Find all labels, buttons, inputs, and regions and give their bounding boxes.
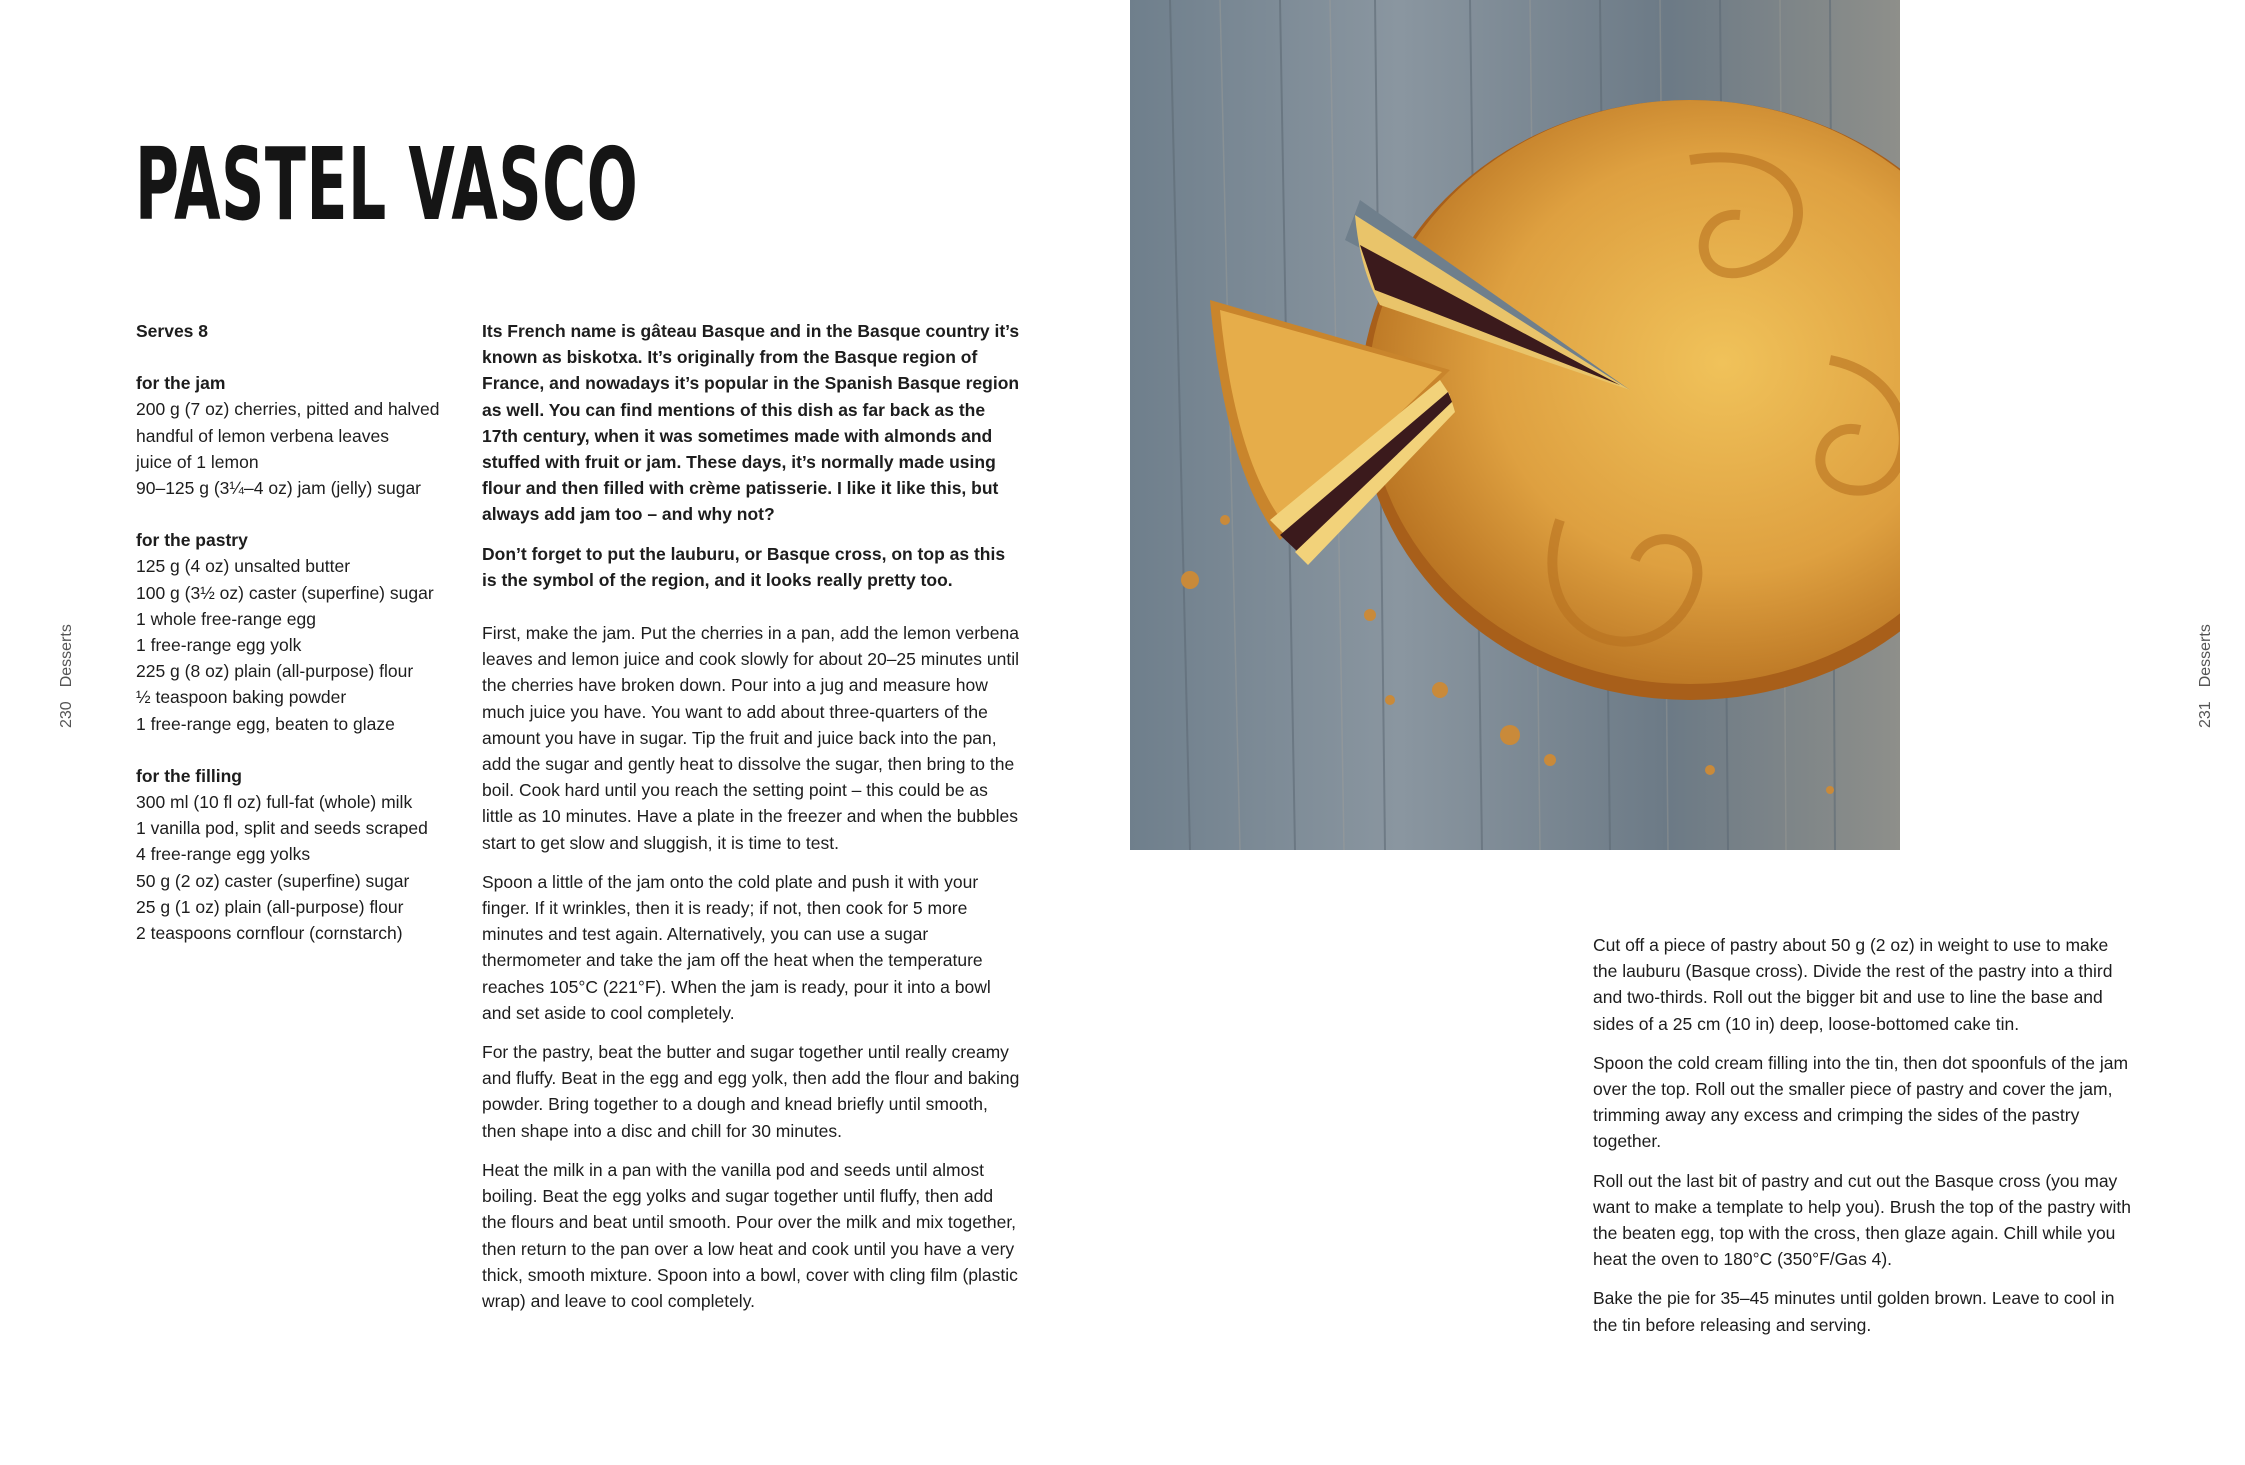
section-name: Desserts [2197, 624, 2214, 688]
ingredient-item: 50 g (2 oz) caster (superfine) sugar [136, 870, 410, 891]
folio-left [58, 624, 76, 728]
ingredient-item: 1 free-range egg yolk [136, 635, 302, 656]
ingredient-item: ½ teaspoon baking powder [136, 687, 347, 708]
ingredient-item: 200 g (7 oz) cherries, pitted and halved [136, 399, 440, 420]
ingredient-item: 100 g (3½ oz) caster (superfine) sugar [136, 582, 434, 603]
method-paragraph: For the pastry, beat the butter and sugar together until really creamy and fluffy. Beat in the egg and egg yolk, then add the flour and baking powder. Bring together to a dough and knead briefly until smooth, then shape into a disc and chill for 30 minutes. [482, 1042, 1020, 1141]
method-paragraph: First, make the jam. Put the cherries in a pan, add the lemon verbena leaves and lemon juice and cook slowly for about 20–25 minutes until the cherries have broken down. Pour into a jug and measure how much juice you have. You want to add about three-quarters of the amount you have in sugar. Tip the fruit and juice back into the pan, add the sugar and gently heat to dissolve the sugar, then bring to the boil. Cook hard until you reach the setting point – this could be as little as 10 minutes. Have a plate in the freezer and when the bubbles start to get slow and sluggish, it is time to test. [482, 623, 1019, 853]
recipe-title: PASTEL VASCO [135, 126, 639, 243]
ingredient-list [136, 789, 446, 946]
method-paragraph: Roll out the last bit of pastry and cut out the Basque cross (you may want to make a template to help you). Brush the top of the pastry with the beaten egg, top with the cross, then glaze again. Chill while you heat the oven to 180°C (350°F/Gas 4). [1593, 1170, 2131, 1270]
intro-paragraph: Its French name is gâteau Basque and in the Basque country it’s known as biskotxa. It’s originally from the Basque region of France, and nowadays it’s popular in the Spanish Basque region as well. You can find mentions of this dish as far back as the 17th century, when it was sometimes made with almonds and stuffed with fruit or jam. These days, it’s normally made using flour and then filled with crème patisserie. I like it like this, but always add jam too – and why not? [482, 321, 1020, 525]
ingredient-item: 125 g (4 oz) unsalted butter [136, 556, 351, 577]
section-name: Desserts [58, 624, 75, 688]
left-page [0, 0, 1122, 1465]
ingredient-item: 1 whole free-range egg [136, 608, 316, 629]
intro-paragraph: Don’t forget to put the lauburu, or Basque cross, on top as this is the symbol of the region, and it looks really pretty too. [482, 543, 1006, 590]
method-paragraph: Spoon a little of the jam onto the cold plate and push it with your finger. If it wrinkles, then it is ready; if not, then cook for 5 more minutes and test again. Alternatively, you can use a sugar thermometer and take the jam off the heat when the temperature reaches 105°C (221°F). When the jam is ready, pour it into a bowl and set aside to cool completely. [482, 871, 991, 1023]
method-column-right [1593, 932, 2133, 1351]
method-column-left [482, 318, 1022, 1327]
ingredient-item: 225 g (8 oz) plain (all-purpose) flour [136, 661, 414, 682]
ingredient-item: handful of lemon verbena leaves [136, 425, 389, 446]
ingredient-group-title: for the jam [136, 373, 226, 394]
method-paragraph: Cut off a piece of pastry about 50 g (2 oz) in weight to use to make the lauburu (Basque cross). Divide the rest of the pastry into a third and two-thirds. Roll out the bigger bit and use to line the base and sides of a 25 cm (10 in) deep, loose-bottomed cake tin. [1593, 935, 2113, 1034]
folio-right [2197, 624, 2215, 728]
ingredient-item: 25 g (1 oz) plain (all-purpose) flour [136, 896, 404, 917]
ingredient-group-title: for the pastry [136, 530, 248, 551]
ingredient-item: 90–125 g (3¼–4 oz) jam (jelly) sugar [136, 478, 422, 499]
method-paragraph: Spoon the cold cream filling into the tin, then dot spoonfuls of the jam over the top. Roll out the smaller piece of pastry and cover the jam, trimming away any excess and crimping the sides of the pastry together. [1593, 1052, 2129, 1152]
ingredient-item: 300 ml (10 fl oz) full-fat (whole) milk [136, 792, 413, 813]
serves-label: Serves 8 [136, 321, 209, 341]
page-number: 231 [2197, 701, 2214, 728]
ingredient-item: 1 free-range egg, beaten to glaze [136, 713, 395, 734]
ingredient-item: 2 teaspoons cornflour (cornstarch) [136, 923, 403, 944]
ingredient-group-title: for the filling [136, 765, 242, 786]
ingredient-list [136, 553, 446, 736]
ingredient-list [136, 396, 446, 501]
ingredient-item: 1 vanilla pod, split and seeds scraped [136, 818, 428, 839]
ingredients-column [136, 318, 446, 972]
ingredient-item: juice of 1 lemon [136, 451, 259, 472]
page-number: 230 [58, 701, 75, 728]
method-paragraph: Heat the milk in a pan with the vanilla pod and seeds until almost boiling. Beat the egg yolks and sugar together until fluffy, then add the flours and beat until smooth. Pour over the milk and mix together, then return to the pan over a low heat and cook until you have a very thick, smooth mixture. Spoon into a bowl, cover with cling film (plastic wrap) and leave to cool completely. [482, 1159, 1018, 1311]
ingredient-item: 4 free-range egg yolks [136, 844, 311, 865]
method-paragraph: Bake the pie for 35–45 minutes until golden brown. Leave to cool in the tin before releasing and serving. [1593, 1288, 2115, 1335]
